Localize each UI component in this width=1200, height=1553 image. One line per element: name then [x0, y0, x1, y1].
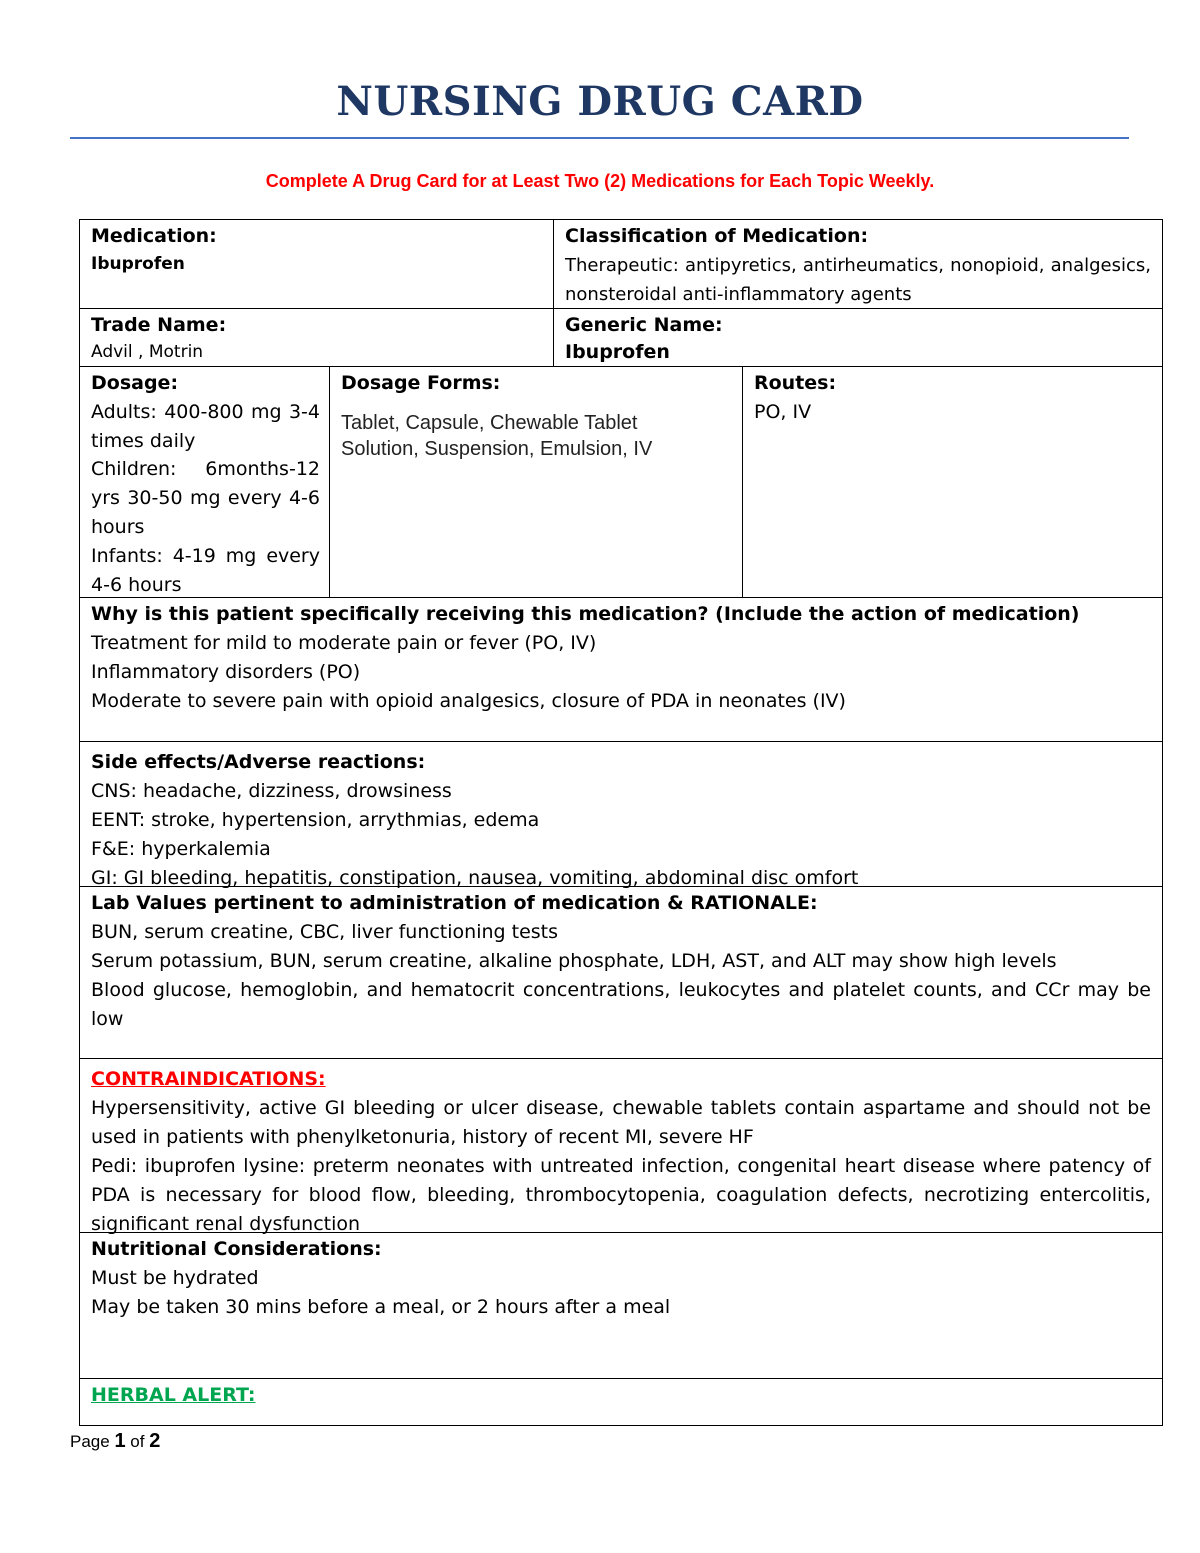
- dosage-form-line-1: Tablet, Capsule, Chewable Tablet: [341, 412, 638, 434]
- total-pages-number: 2: [149, 1430, 161, 1452]
- side-effect-line: CNS: headache, dizziness, drowsiness: [91, 780, 452, 802]
- herbal-alert-label: HERBAL ALERT:: [91, 1384, 256, 1406]
- routes-value: PO, IV: [754, 401, 812, 423]
- dosage-children: Children: 6months-12 yrs 30-50 mg every 4-6 hours: [91, 458, 320, 538]
- generic-name-cell: [553, 308, 1162, 366]
- drug-card-table: [79, 219, 1163, 1426]
- contraindications-section: [80, 1058, 1162, 1235]
- classification-label: Classification of Medication:: [565, 225, 869, 247]
- dosage-cell: [80, 366, 329, 597]
- lab-value-line: BUN, serum creatine, CBC, liver functioning tests: [91, 921, 559, 943]
- routes-label: Routes:: [754, 372, 837, 394]
- nutritional-line: May be taken 30 mins before a meal, or 2 hours after a meal: [91, 1296, 671, 1318]
- dosage-label: Dosage:: [91, 372, 179, 394]
- dosage-form-line-2: Solution, Suspension, Emulsion, IV: [341, 438, 653, 460]
- side-effects-section: [80, 741, 1162, 889]
- nutritional-line: Must be hydrated: [91, 1267, 259, 1289]
- dosage-infants: Infants: 4-19 mg every 4-6 hours: [91, 544, 320, 596]
- lab-value-line: Serum potassium, BUN, serum creatine, alkaline phosphate, LDH, AST, and ALT may show high levels: [91, 950, 1057, 972]
- instructions-subtitle: Complete A Drug Card for at Least Two (2) Medications for Each Topic Weekly.: [265, 171, 935, 191]
- nutritional-label: Nutritional Considerations:: [91, 1238, 382, 1260]
- indication-line: Inflammatory disorders (PO): [91, 661, 361, 683]
- dosage-forms-label: Dosage Forms:: [341, 372, 501, 394]
- side-effect-line: F&E: hyperkalemia: [91, 838, 271, 860]
- contraindications-label: CONTRAINDICATIONS:: [91, 1068, 326, 1090]
- side-effects-label: Side effects/Adverse reactions:: [91, 751, 426, 773]
- lab-values-label: Lab Values pertinent to administration of medication & RATIONALE:: [91, 892, 818, 914]
- trade-name-value: Advil , Motrin: [91, 342, 204, 362]
- indication-label: Why is this patient specifically receiving this medication? (Include the action of medication): [91, 603, 1080, 625]
- side-effect-line: GI: GI bleeding, hepatitis, constipation, nausea, vomiting, abdominal disc omfort: [91, 867, 859, 889]
- generic-name-value: Ibuprofen: [565, 341, 670, 363]
- lab-values-section: [80, 886, 1162, 1058]
- herbal-alert-section: [80, 1378, 1162, 1424]
- indication-line: Treatment for mild to moderate pain or fever (PO, IV): [91, 632, 597, 654]
- classification-value: Therapeutic: antipyretics, antirheumatics, nonopioid, analgesics, nonsteroidal anti-inflammatory agents: [565, 255, 1151, 305]
- current-page-number: 1: [114, 1430, 126, 1452]
- trade-name-label: Trade Name:: [91, 314, 227, 336]
- medication-label: Medication:: [91, 225, 217, 247]
- generic-name-label: Generic Name:: [565, 314, 723, 336]
- medication-value: Ibuprofen: [91, 254, 185, 274]
- medication-cell: [80, 220, 553, 308]
- contraindication-line: Hypersensitivity, active GI bleeding or ulcer disease, chewable tablets contain aspartame and should not be used in patients with phenylketonuria, history of recent MI, severe HF: [91, 1097, 1151, 1148]
- classification-cell: [553, 220, 1162, 308]
- nutritional-section: [80, 1232, 1162, 1378]
- routes-cell: [742, 366, 1162, 597]
- indication-section: [80, 597, 1162, 741]
- page-footer: [70, 1430, 160, 1453]
- document-title: NURSING DRUG CARD: [336, 78, 864, 125]
- lab-value-line: Blood glucose, hemoglobin, and hematocrit concentrations, leukocytes and platelet counts, and CCr may be low: [91, 979, 1151, 1030]
- page-word: Page: [70, 1432, 110, 1451]
- of-word: of: [130, 1432, 145, 1451]
- title-divider: [70, 137, 1129, 139]
- side-effect-line: EENT: stroke, hypertension, arrythmias, edema: [91, 809, 540, 831]
- dosage-forms-cell: [329, 366, 742, 597]
- contraindication-line: Pedi: ibuprofen lysine: preterm neonates with untreated infection, congenital heart disease where patency of PDA is necessary for blood flow, bleeding, thrombocytopenia, coagulation defects, necrotizing entercolitis, significant renal dysfunction: [91, 1155, 1151, 1235]
- dosage-adults: Adults: 400-800 mg 3-4 times daily: [91, 400, 320, 452]
- trade-name-cell: [80, 308, 553, 366]
- indication-line: Moderate to severe pain with opioid analgesics, closure of PDA in neonates (IV): [91, 690, 846, 712]
